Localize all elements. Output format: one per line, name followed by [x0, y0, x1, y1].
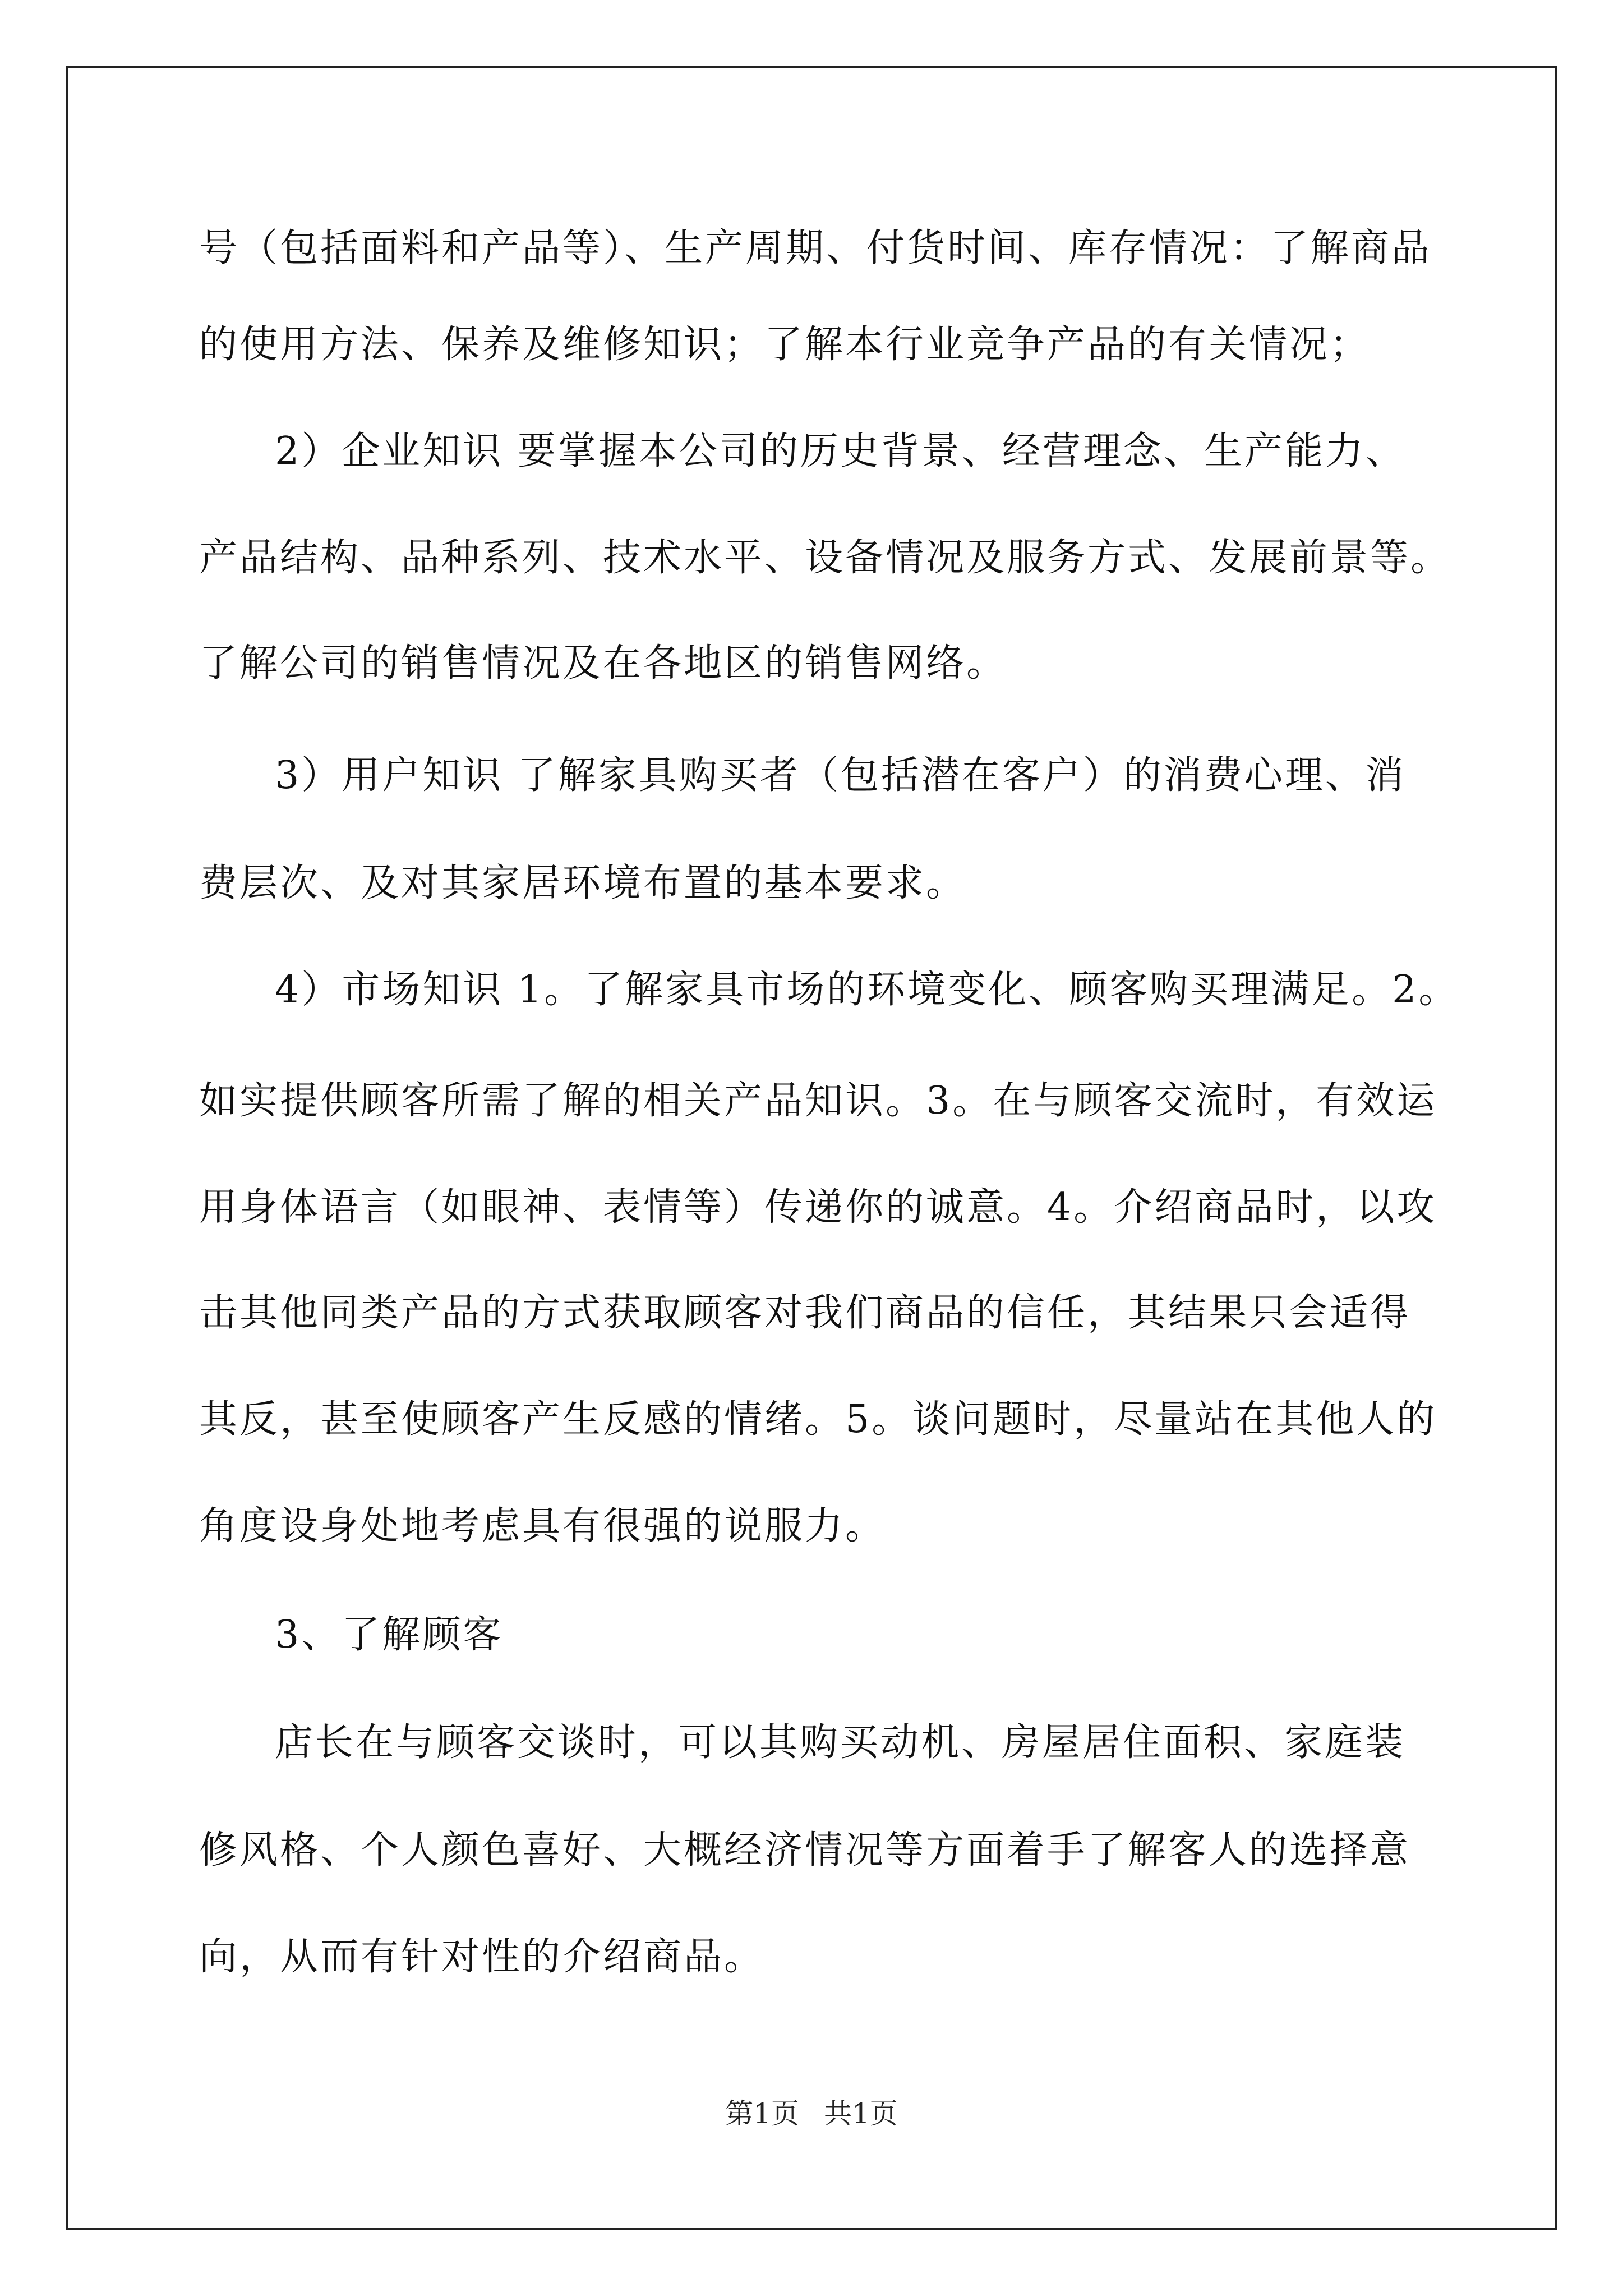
- text-line: 修风格、个人颜色喜好、大概经济情况等方面着手了解客人的选择意: [199, 1828, 1411, 1872]
- text-line: 号（包括面料和产品等）、生产周期、付货时间、库存情况：了解商品: [199, 226, 1432, 270]
- text-line: 的使用方法、保养及维修知识；了解本行业竞争产品的有关情况；: [199, 323, 1371, 367]
- text-line: 3）用户知识 了解家具购买者（包括潜在客户）的消费心理、消: [275, 753, 1406, 798]
- text-line: 用身体语言（如眼神、表情等）传递你的诚意。4。介绍商品时，以攻: [199, 1185, 1437, 1230]
- text-line: 角度设身处地考虑具有很强的说服力。: [199, 1504, 886, 1548]
- page-footer: [0, 2097, 1623, 2131]
- section-heading: 3、了解顾客: [275, 1613, 504, 1657]
- text-line: 如实提供顾客所需了解的相关产品知识。3。在与顾客交流时，有效运: [199, 1079, 1437, 1123]
- text-line: 产品结构、品种系列、技术水平、设备情况及服务方式、发展前景等。: [199, 536, 1451, 580]
- text-line: 费层次、及对其家居环境布置的基本要求。: [199, 861, 967, 905]
- text-line: 了解公司的销售情况及在各地区的销售网络。: [199, 641, 1007, 685]
- page-border: [66, 66, 1557, 2230]
- text-line: 击其他同类产品的方式获取顾客对我们商品的信任，其结果只会适得: [199, 1291, 1411, 1335]
- page-total: 共1页: [824, 2097, 898, 2130]
- text-line: 店长在与顾客交谈时，可以其购买动机、房屋居住面积、家庭装: [275, 1720, 1406, 1765]
- text-line: 其反，甚至使顾客产生反感的情绪。5。谈问题时，尽量站在其他人的: [199, 1397, 1437, 1442]
- text-line: 2）企业知识 要掌握本公司的历史背景、经营理念、生产能力、: [275, 429, 1406, 473]
- text-line: 4）市场知识 1。了解家具市场的环境变化、顾客购买理满足。2。: [275, 968, 1459, 1012]
- page-number: 第1页: [725, 2097, 799, 2130]
- text-line: 向，从而有针对性的介绍商品。: [199, 1935, 765, 1979]
